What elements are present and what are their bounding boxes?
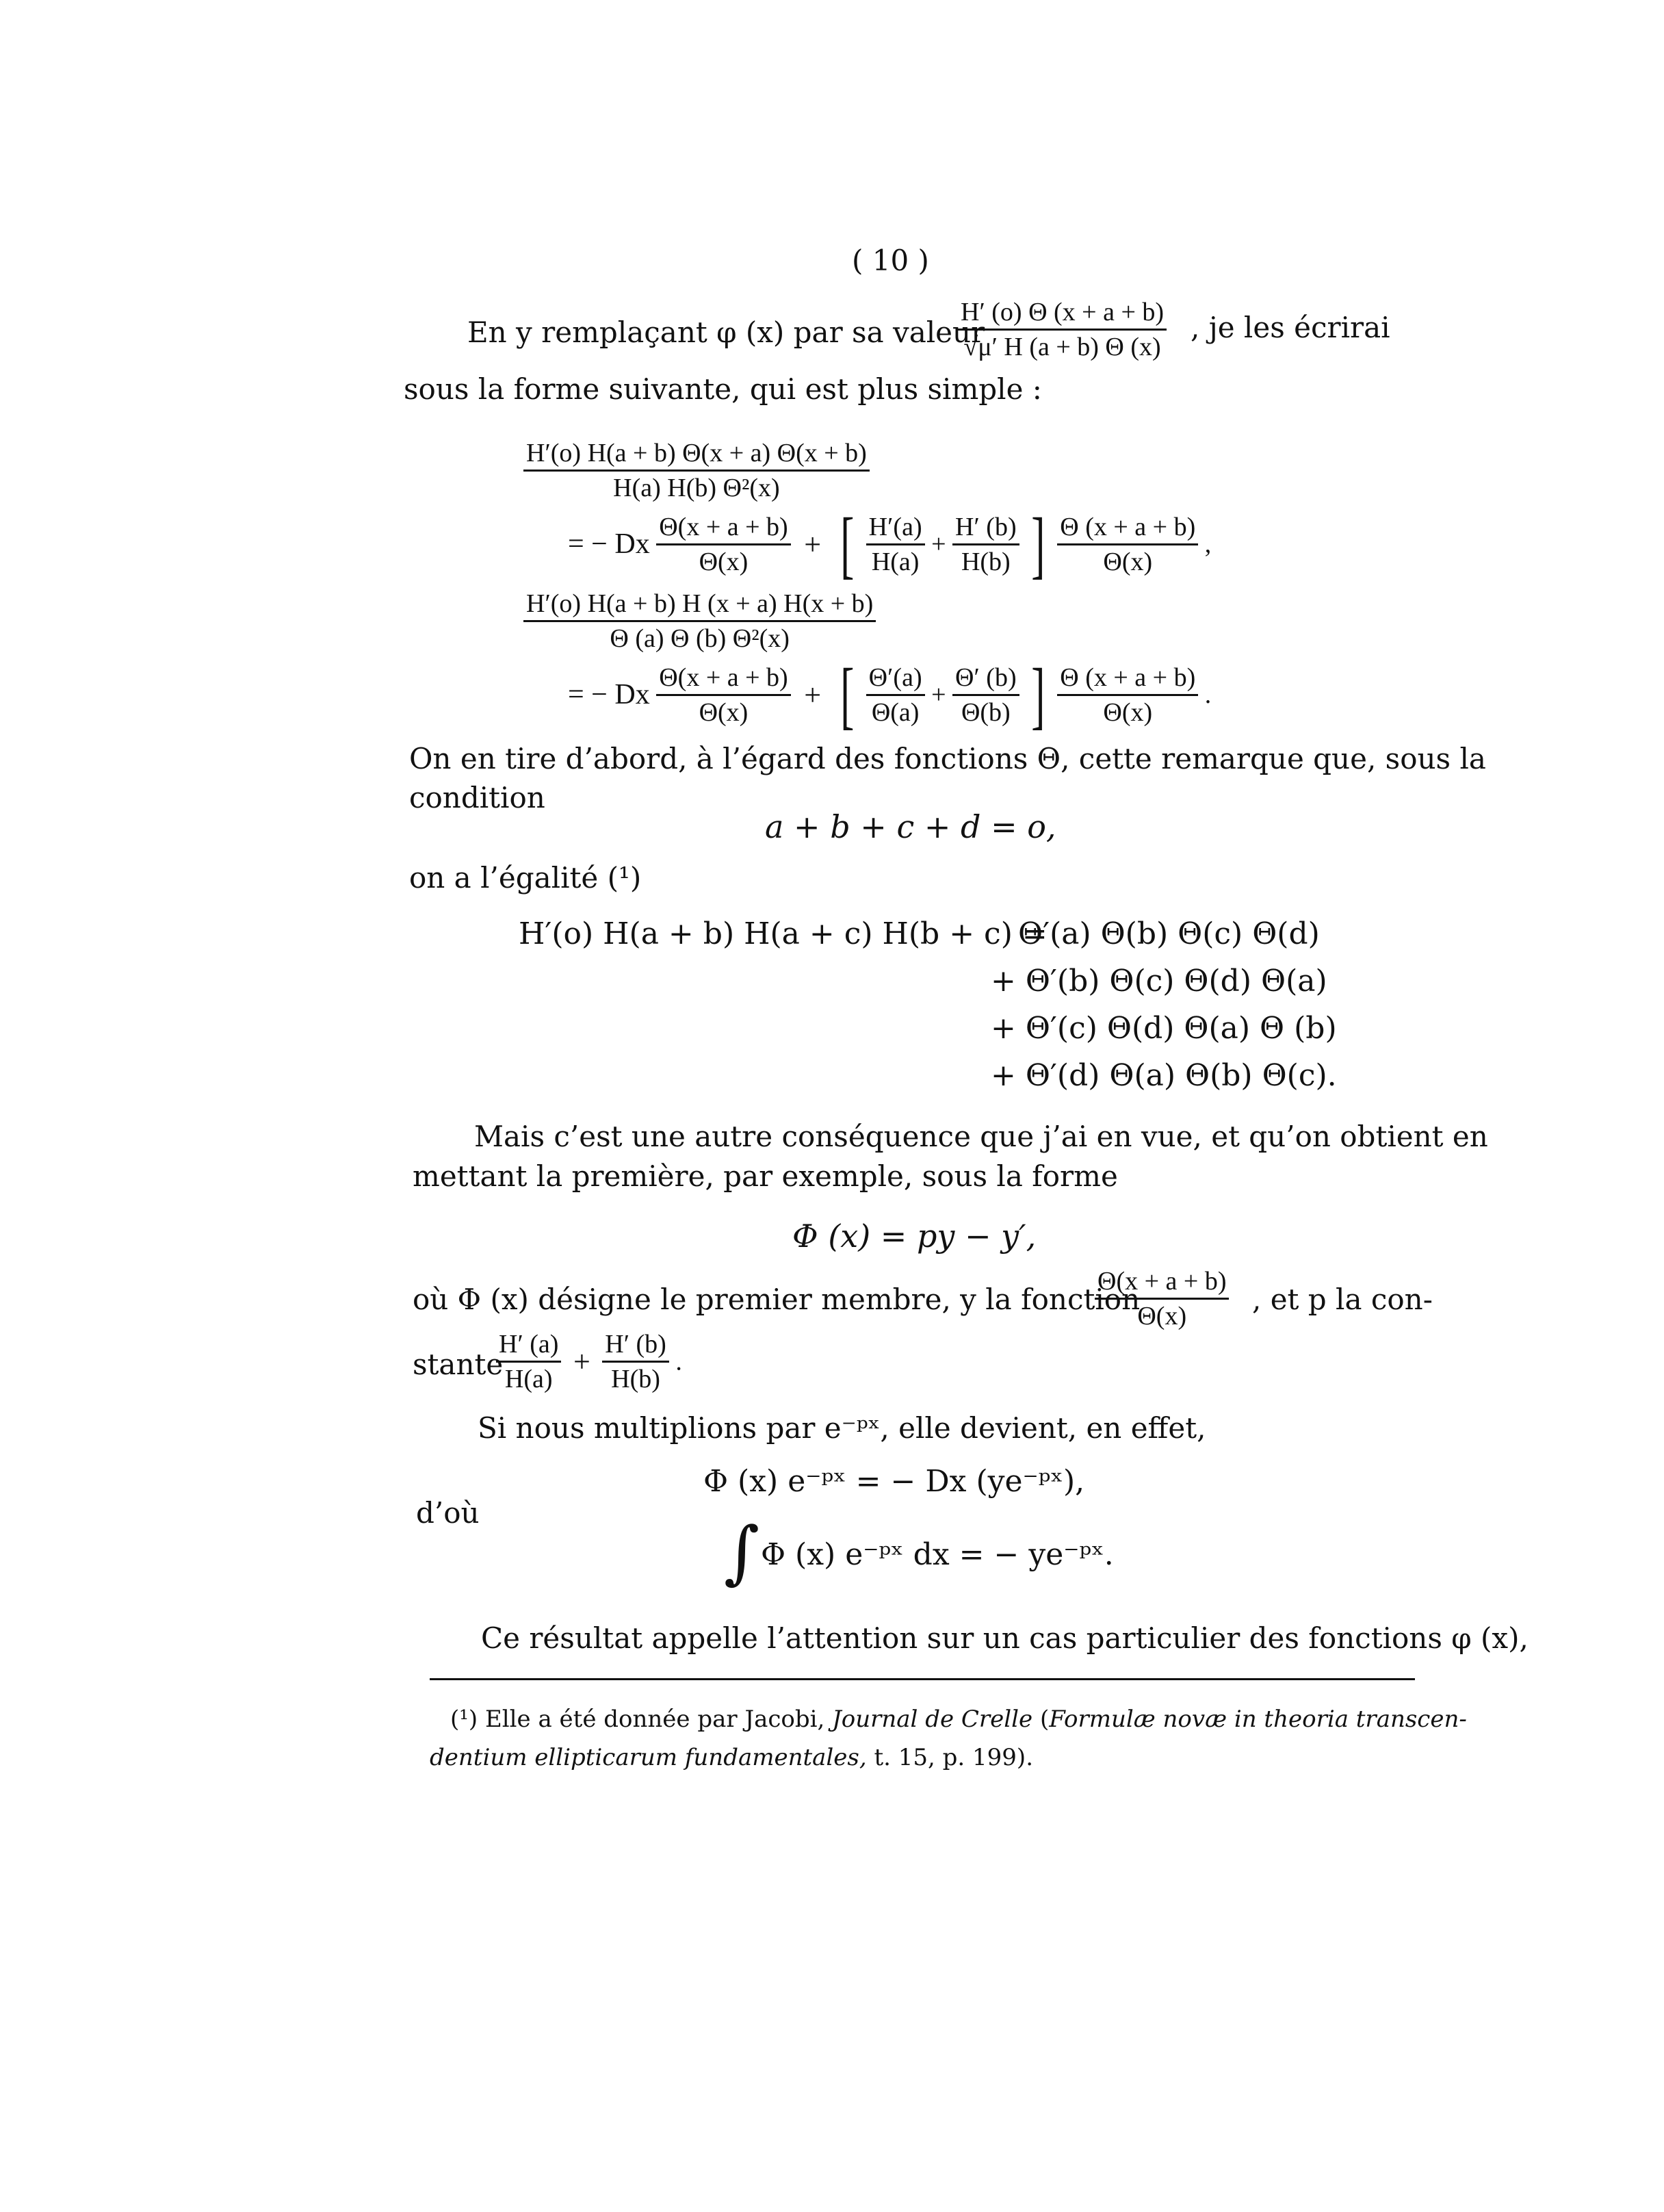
para1-line1-start: En y remplaçant φ (x) par sa valeur: [467, 316, 985, 349]
eq1-rhs-frac-num: Θ(x + a + b): [656, 511, 790, 545]
eq2-end: .: [1204, 680, 1212, 709]
para2-line2: condition: [409, 781, 545, 814]
para5-line1: Ce résultat appelle l’attention sur un cas particulier des fonctions φ (x),: [481, 1621, 1529, 1655]
eq2-rhs: = − Dx $\frac{\Theta(x + a + b)}{\Theta(x)}$ + [ $\frac{\Theta'(a)}{\Theta(a)}$ + $\frac{\Theta' (b)}{\Theta(b)}$ ] $\frac{\Theta (x + a + b)}{\Theta(x)}$ .: [568, 653, 1212, 736]
para3-line4-start: stante: [413, 1348, 504, 1381]
p-d2: H(b): [611, 1365, 660, 1393]
eq2-br-n1: Θ′(a): [866, 661, 925, 696]
eq2-rhs-frac-den: Θ(x): [699, 697, 749, 727]
footnote-title1: Formulæ novæ in theoria transcen-: [1049, 1706, 1467, 1733]
eq1-br-n1: H′(a): [866, 511, 925, 545]
eq1-rhs-dx: = − Dx: [568, 528, 650, 560]
eq1-br-d2: H(b): [961, 547, 1011, 576]
condition-formula: a + b + c + d = o,: [765, 808, 1056, 845]
para4-formula1: Φ (x) e⁻ᵖˣ = − Dx (ye⁻ᵖˣ),: [703, 1464, 1085, 1499]
page-number: ( 10 ): [852, 244, 929, 277]
p-end: .: [675, 1347, 682, 1376]
eq2-left-bracket: [: [840, 653, 854, 736]
para3-formula: Φ (x) = py − y′,: [792, 1218, 1037, 1255]
eq1-br-n2: H′ (b): [952, 511, 1019, 545]
eq1-lhs-num: H′(o) H(a + b) Θ(x + a) Θ(x + b): [523, 437, 870, 472]
footnote-journal: Journal de Crelle: [832, 1706, 1033, 1733]
para1-line1-end: , je les écrirai: [1191, 311, 1390, 344]
eq2-br-n2: Θ′ (b): [952, 661, 1019, 696]
p-n1: H′ (a): [496, 1328, 561, 1363]
p-constant: [496, 1328, 682, 1396]
eq1-tail-den: Θ(x): [1103, 547, 1153, 576]
identity-line4: + Θ′(d) Θ(a) Θ(b) Θ(c).: [991, 1058, 1337, 1093]
footnote-paren: (: [1040, 1706, 1050, 1733]
para2-line3: on a l’égalité (¹): [409, 861, 642, 895]
para3-line3-end: , et p la con-: [1252, 1283, 1433, 1316]
footnote-rule: [430, 1678, 1415, 1680]
eq2-br-d1: Θ(a): [871, 697, 920, 727]
eq2-rhs-frac-num: Θ(x + a + b): [656, 661, 790, 696]
para3-line2: mettant la première, par exemple, sous la forme: [413, 1159, 1118, 1193]
eq2-plus: +: [804, 678, 822, 712]
eq1-tail-num: Θ (x + a + b): [1057, 511, 1198, 545]
integral-sign: ∫: [724, 1512, 760, 1592]
para3-line1: Mais c’est une autre conséquence que j’ai en vue, et qu’on obtient en: [474, 1120, 1488, 1153]
eq1-end: ,: [1204, 530, 1212, 558]
eq2-lhs-num: H′(o) H(a + b) H (x + a) H(x + b): [523, 587, 876, 622]
identity-line1-lhs: H′(o) H(a + b) H(a + c) H(b + c) =: [519, 916, 1048, 951]
p-plus: +: [573, 1345, 590, 1378]
identity-line3: + Θ′(c) Θ(d) Θ(a) Θ (b): [991, 1011, 1337, 1046]
eq1-br-d1: H(a): [871, 547, 920, 576]
identity-line2: + Θ′(b) Θ(c) Θ(d) Θ(a): [991, 964, 1327, 999]
para1-line2: sous la forme suivante, qui est plus simple :: [404, 372, 1042, 406]
eq1-lhs-den: H(a) H(b) Θ²(x): [613, 474, 780, 502]
para4-formula2: Φ (x) e⁻ᵖˣ dx = − ye⁻ᵖˣ.: [761, 1537, 1114, 1572]
eq2-rhs-dx: = − Dx: [568, 679, 650, 710]
eq2-right-bracket: ]: [1031, 653, 1045, 736]
footnote-title2: dentium ellipticarum fundamentales,: [430, 1744, 867, 1771]
para4-line1: Si nous multiplions par e⁻ᵖˣ, elle devient, en effet,: [478, 1411, 1206, 1445]
footnote-text1: Elle a été donnée par Jacobi,: [484, 1706, 825, 1733]
eq2-tail-num: Θ (x + a + b): [1057, 661, 1198, 696]
p-d1: H(a): [504, 1365, 553, 1393]
footnote-marker: (¹): [450, 1706, 478, 1733]
eq1-right-bracket: ]: [1031, 502, 1045, 586]
para1-value-num: H′ (o) Θ (x + a + b): [958, 296, 1167, 331]
eq1-rhs-frac-den: Θ(x): [699, 547, 749, 576]
eq1-plus: +: [804, 527, 822, 561]
y-den: Θ(x): [1137, 1302, 1187, 1330]
eq2-br-d2: Θ(b): [961, 697, 1011, 727]
eq1-left-bracket: [: [840, 502, 854, 586]
footnote-line1: [450, 1706, 1467, 1733]
footnote-line2: [430, 1744, 1033, 1771]
para4-dou: d’où: [416, 1496, 480, 1530]
para2-line1: On en tire d’abord, à l’égard des fonctions Θ, cette remarque que, sous la: [409, 742, 1486, 775]
eq2-lhs-den: Θ (a) Θ (b) Θ²(x): [610, 624, 790, 653]
y-num: Θ(x + a + b): [1095, 1265, 1229, 1300]
identity-line1-rhs: Θ′(a) Θ(b) Θ(c) Θ(d): [1018, 916, 1320, 951]
footnote-text2: t. 15, p. 199).: [874, 1744, 1034, 1771]
para1-value-den: √μ′ H (a + b) Θ (x): [963, 333, 1161, 361]
y-fraction: [1095, 1265, 1229, 1333]
eq2-tail-den: Θ(x): [1103, 697, 1153, 727]
p-n2: H′ (b): [602, 1328, 669, 1363]
para3-line3-start: où Φ (x) désigne le premier membre, y la fonction: [413, 1283, 1141, 1316]
para1-value-fraction: [958, 296, 1167, 363]
eq2-lhs-fraction: [523, 587, 876, 655]
eq1-rhs: = − Dx $\frac{\Theta(x + a + b)}{\Theta(x)}$ + [ $\frac{H'(a)}{H(a)}$ + $\frac{H' (b)}{H(b)}$ ] $\frac{\Theta (x + a + b)}{\Theta(x)}$ ,: [568, 502, 1212, 586]
eq1-lhs-fraction: [523, 437, 870, 504]
